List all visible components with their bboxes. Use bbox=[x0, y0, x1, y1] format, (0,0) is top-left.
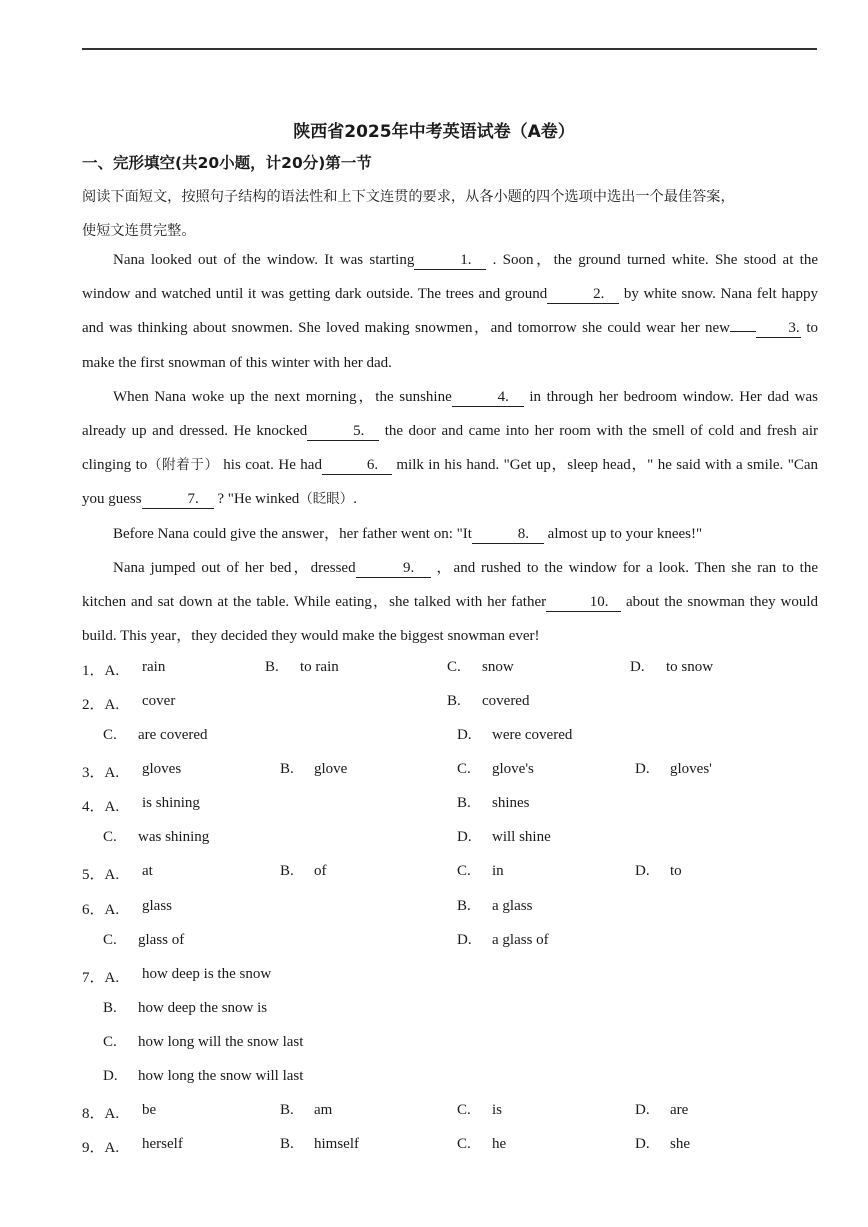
q1-option-b[interactable]: to rain bbox=[300, 659, 339, 675]
q1-option-a[interactable]: rain bbox=[142, 659, 166, 675]
q2-option-c-label: C. bbox=[103, 727, 117, 743]
q2-option-d[interactable]: were covered bbox=[492, 727, 573, 743]
q1-option-c[interactable]: snow bbox=[482, 659, 514, 675]
q6-option-b[interactable]: a glass bbox=[492, 898, 533, 914]
q5-option-a[interactable]: at bbox=[142, 863, 153, 879]
q8-option-d-label: D. bbox=[635, 1102, 650, 1118]
q7-option-c-label: C. bbox=[103, 1034, 117, 1050]
q7-option-b-label: B. bbox=[103, 1000, 117, 1016]
q9-option-b-label: B. bbox=[280, 1136, 294, 1152]
passage-paragraph-3: Before Nana could give the answer，her father went on: "It 8. almost up to your knees!" bbox=[113, 525, 703, 542]
q9-label: 9．A. bbox=[82, 1140, 120, 1156]
q2-option-b-label: B. bbox=[447, 693, 461, 709]
blank-8[interactable]: 8. bbox=[472, 525, 544, 544]
q3-option-b[interactable]: glove bbox=[314, 761, 348, 777]
blank-9[interactable]: 9. bbox=[356, 559, 431, 578]
q2-option-c[interactable]: are covered bbox=[138, 727, 208, 743]
gloss-winked: （眨眼） bbox=[299, 491, 354, 508]
q4-option-c[interactable]: was shining bbox=[138, 829, 210, 845]
q1-option-d[interactable]: to snow bbox=[666, 659, 714, 675]
exam-title: 陕西省2025年中考英语试卷（A卷） bbox=[293, 122, 575, 142]
q8-label: 8．A. bbox=[82, 1106, 120, 1122]
q6-option-d-label: D. bbox=[457, 932, 472, 948]
q8-option-c[interactable]: is bbox=[492, 1102, 503, 1118]
q6-option-c[interactable]: glass of bbox=[138, 932, 185, 948]
passage-paragraph-2: When Nana woke up the next morning，the sunshine 4. in through her bedroom window. Her dad was already up and dressed. He knocked 5. the door and came into her room with the smell of cold and fresh air clinging to（附着于） his coat. He had 6. milk in his hand. "Get up，sleep head，" he said with a smile. "Can you guess 7. ? "He winked（眨眼）. bbox=[82, 388, 819, 508]
q9-option-b[interactable]: himself bbox=[314, 1136, 359, 1152]
q9-option-d[interactable]: she bbox=[670, 1136, 690, 1152]
q7-option-d-label: D. bbox=[103, 1068, 118, 1084]
q3-option-a[interactable]: gloves bbox=[142, 761, 182, 777]
q9-option-c[interactable]: he bbox=[492, 1136, 507, 1152]
q8-option-a[interactable]: be bbox=[142, 1102, 157, 1118]
blank-3[interactable]: 3. bbox=[756, 319, 801, 338]
section-instruction bbox=[82, 180, 822, 248]
instruction-line-1: 阅读下面短文，按照句子结构的语法性和上下文连贯的要求，从各小题的四个选项中选出一个最佳答案， bbox=[82, 189, 735, 205]
cloze-passage bbox=[82, 243, 818, 653]
q1-option-d-label: D. bbox=[630, 659, 645, 675]
top-rule bbox=[82, 48, 817, 50]
q7-label: 7．A. bbox=[82, 970, 120, 986]
q4-option-d-label: D. bbox=[457, 829, 472, 845]
q2-option-d-label: D. bbox=[457, 727, 472, 743]
q6-option-b-label: B. bbox=[457, 898, 471, 914]
q9-option-d-label: D. bbox=[635, 1136, 650, 1152]
q3-label: 3．A. bbox=[82, 765, 120, 781]
q3-option-b-label: B. bbox=[280, 761, 294, 777]
q9-option-a[interactable]: herself bbox=[142, 1136, 183, 1152]
q5-label: 5．A. bbox=[82, 867, 120, 883]
q5-option-b-label: B. bbox=[280, 863, 294, 879]
blank-5[interactable]: 5. bbox=[307, 422, 379, 441]
q6-label: 6．A. bbox=[82, 902, 120, 918]
section-heading: 一、完形填空(共20小题，计20分)第一节 bbox=[82, 154, 372, 172]
q4-option-d[interactable]: will shine bbox=[492, 829, 551, 845]
q4-option-b[interactable]: shines bbox=[492, 795, 530, 811]
q2-option-b[interactable]: covered bbox=[482, 693, 530, 709]
q7-option-d[interactable]: how long the snow will last bbox=[138, 1068, 304, 1084]
q7-option-b[interactable]: how deep the snow is bbox=[138, 1000, 268, 1016]
instruction-line-2: 使短文连贯完整。 bbox=[82, 223, 196, 239]
q5-option-b[interactable]: of bbox=[314, 863, 327, 879]
q7-option-a[interactable]: how deep is the snow bbox=[142, 966, 272, 982]
q4-option-c-label: C. bbox=[103, 829, 117, 845]
q4-label: 4．A. bbox=[82, 799, 120, 815]
q1-option-b-label: B. bbox=[265, 659, 279, 675]
q8-option-b-label: B. bbox=[280, 1102, 294, 1118]
q3-option-d[interactable]: gloves' bbox=[670, 761, 712, 777]
blank-10[interactable]: 10. bbox=[546, 593, 621, 612]
q6-option-d[interactable]: a glass of bbox=[492, 932, 549, 948]
blank-2[interactable]: 2. bbox=[547, 285, 619, 304]
q8-option-c-label: C. bbox=[457, 1102, 471, 1118]
q3-option-c[interactable]: glove's bbox=[492, 761, 534, 777]
passage-paragraph-4: Nana jumped out of her bed，dressed 9. ，and rushed to the window for a look. Then she ran to the kitchen and sat down at the table. While eating，she talked with her father 10. about the snowman they would build. This year，they decided they would make the biggest snowman ever! bbox=[82, 559, 818, 645]
q4-option-a[interactable]: is shining bbox=[142, 795, 200, 811]
q2-label: 2．A. bbox=[82, 697, 120, 713]
q6-option-c-label: C. bbox=[103, 932, 117, 948]
q6-option-a[interactable]: glass bbox=[142, 898, 172, 914]
q7-option-c[interactable]: how long will the snow last bbox=[138, 1034, 304, 1050]
q4-option-b-label: B. bbox=[457, 795, 471, 811]
q5-option-c-label: C. bbox=[457, 863, 471, 879]
q1-label: 1．A. bbox=[82, 663, 120, 679]
q5-option-d-label: D. bbox=[635, 863, 650, 879]
passage-paragraph-1: Nana looked out of the window. It was starting 1. . Soon，the ground turned white. She stood at the window and watched until it was getting dark outside. The trees and ground 2. by white snow. Nana felt happy and was thinking about snowmen. She loved making snowmen，and tomorrow she could wear her new 3. to make the first snowman of this winter with her dad. bbox=[82, 252, 818, 371]
blank-1[interactable]: 1. bbox=[414, 251, 486, 270]
q8-option-d[interactable]: are bbox=[670, 1102, 689, 1118]
q5-option-c[interactable]: in bbox=[492, 863, 504, 879]
blank-7[interactable]: 7. bbox=[142, 490, 214, 509]
q8-option-b[interactable]: am bbox=[314, 1102, 333, 1118]
blank-3-start[interactable] bbox=[730, 331, 756, 332]
q2-option-a[interactable]: cover bbox=[142, 693, 176, 709]
blank-6[interactable]: 6. bbox=[322, 456, 392, 475]
q3-option-d-label: D. bbox=[635, 761, 650, 777]
gloss-clinging: （附着于） bbox=[147, 457, 219, 474]
q1-option-c-label: C. bbox=[447, 659, 461, 675]
q5-option-d[interactable]: to bbox=[670, 863, 682, 879]
q3-option-c-label: C. bbox=[457, 761, 471, 777]
q9-option-c-label: C. bbox=[457, 1136, 471, 1152]
blank-4[interactable]: 4. bbox=[452, 388, 524, 407]
